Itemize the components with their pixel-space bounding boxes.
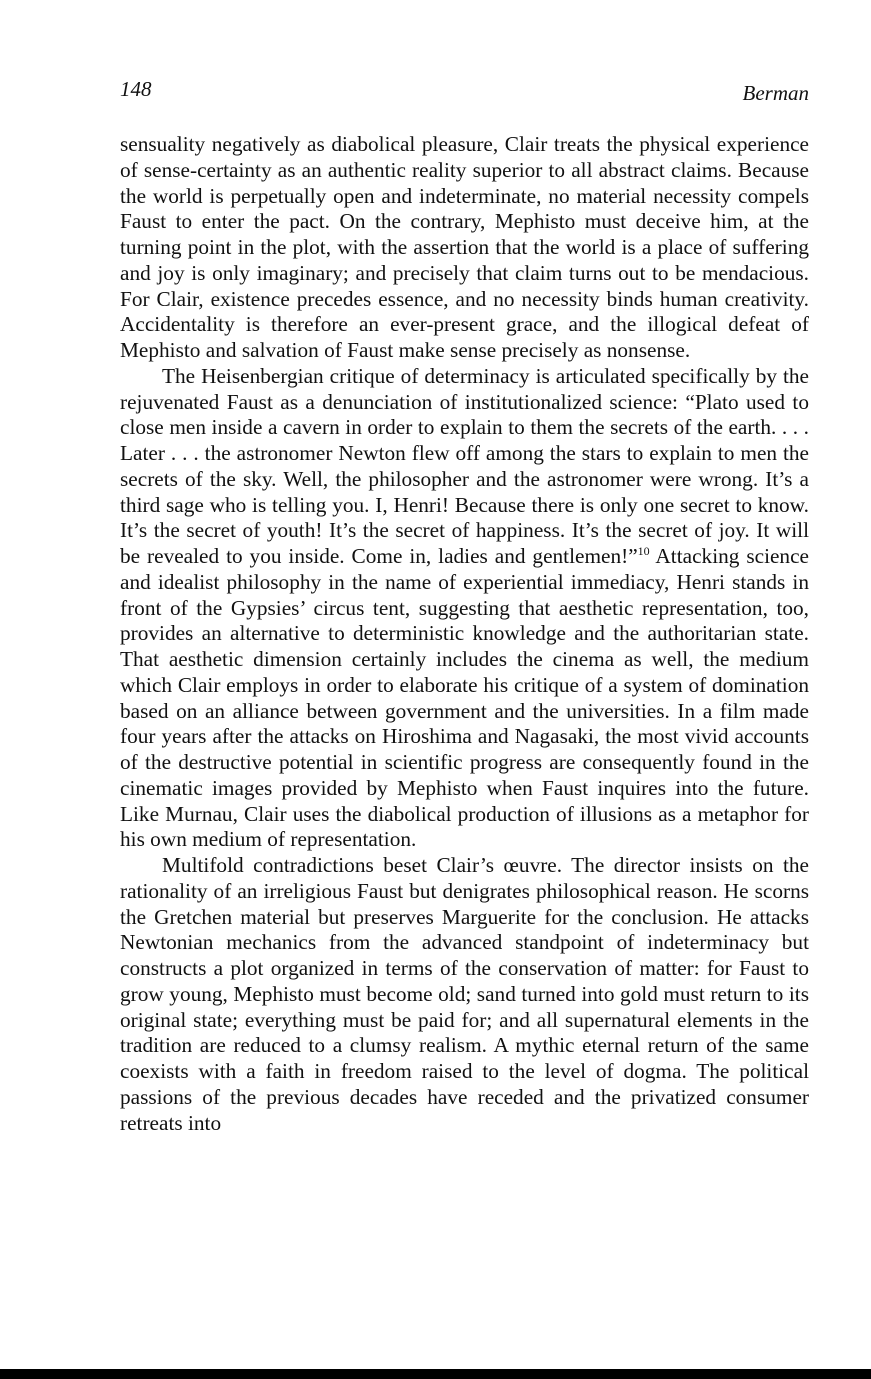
scan-bottom-edge xyxy=(0,1369,871,1379)
paragraph-text-after-note: Attacking science and idealist philosophy in the name of experiential immediacy, Henri stands in front of the Gypsies’ circus tent, suggesting that aesthetic representation, too, provides an alternative to deterministic knowledge and the authoritarian state. That aesthetic dimension certainly includes the cinema as well, the medium which Clair employs in order to elaborate his critique of a system of domination based on an alliance between government and the universities. In a film made four years after the attacks on Hiroshima and Nagasaki, the most vivid accounts of the destructive potential in scientific progress are consequently found in the cinematic images provided by Mephisto when Faust inquires into the future. Like Murnau, Clair uses the diabolical production of illusions as a metaphor for his own medium of representation. xyxy=(120,544,809,852)
paragraph-multifold-contradictions: Multifold contradictions beset Clair’s œuvre. The director insists on the rationality of an irreligious Faust but denigrates philosophical reason. He scorns the Gretchen material but preserves Marguerite for the conclusion. He attacks Newtonian mechanics from the advanced standpoint of indeterminacy but constructs a plot organized in terms of the conservation of matter: for Faust to grow young, Mephisto must become old; sand turned into gold must return to its original state; everything must be paid for; and all supernatural elements in the tradition are reduced to a clumsy realism. A mythic eternal return of the same coexists with a faith in freedom raised to the level of dogma. The political passions of the previous decades have receded and the privatized consumer retreats into xyxy=(120,853,809,1135)
body-text xyxy=(120,132,809,1136)
page-header xyxy=(120,77,809,107)
footnote-reference: 10 xyxy=(637,544,650,558)
paragraph-text-before-note: The Heisenbergian critique of determinacy is articulated specifically by the rejuvenated Faust as a denunciation of institutionalized science: “Plato used to close men inside a cavern in order to explain to them the secrets of the earth. . . . Later . . . the astronomer Newton flew off among the stars to explain to men the secrets of the sky. Well, the philosopher and the astronomer were wrong. It’s a third sage who is telling you. I, Henri! Because there is only one secret to know. It’s the secret of youth! It’s the secret of happiness. It’s the secret of joy. It will be revealed to you inside. Come in, ladies and gentlemen!” xyxy=(120,363,809,568)
page-number: 148 xyxy=(120,77,152,101)
running-head-author: Berman xyxy=(742,81,809,105)
paragraph-heisenbergian-critique xyxy=(120,364,809,853)
paragraph-continuation: sensuality negatively as diabolical pleasure, Clair treats the physical experience of sense-certainty as an authentic reality superior to all abstract claims. Because the world is perpetually open and indeterminate, no material necessity compels Faust to enter the pact. On the contrary, Mephisto must deceive him, at the turning point in the plot, with the assertion that the world is a place of suffering and joy is only imaginary; and precisely that claim turns out to be mendacious. For Clair, existence precedes essence, and no necessity binds human creativity. Accidentality is therefore an ever-present grace, and the illogical defeat of Mephisto and salvation of Faust make sense precisely as nonsense. xyxy=(120,132,809,362)
